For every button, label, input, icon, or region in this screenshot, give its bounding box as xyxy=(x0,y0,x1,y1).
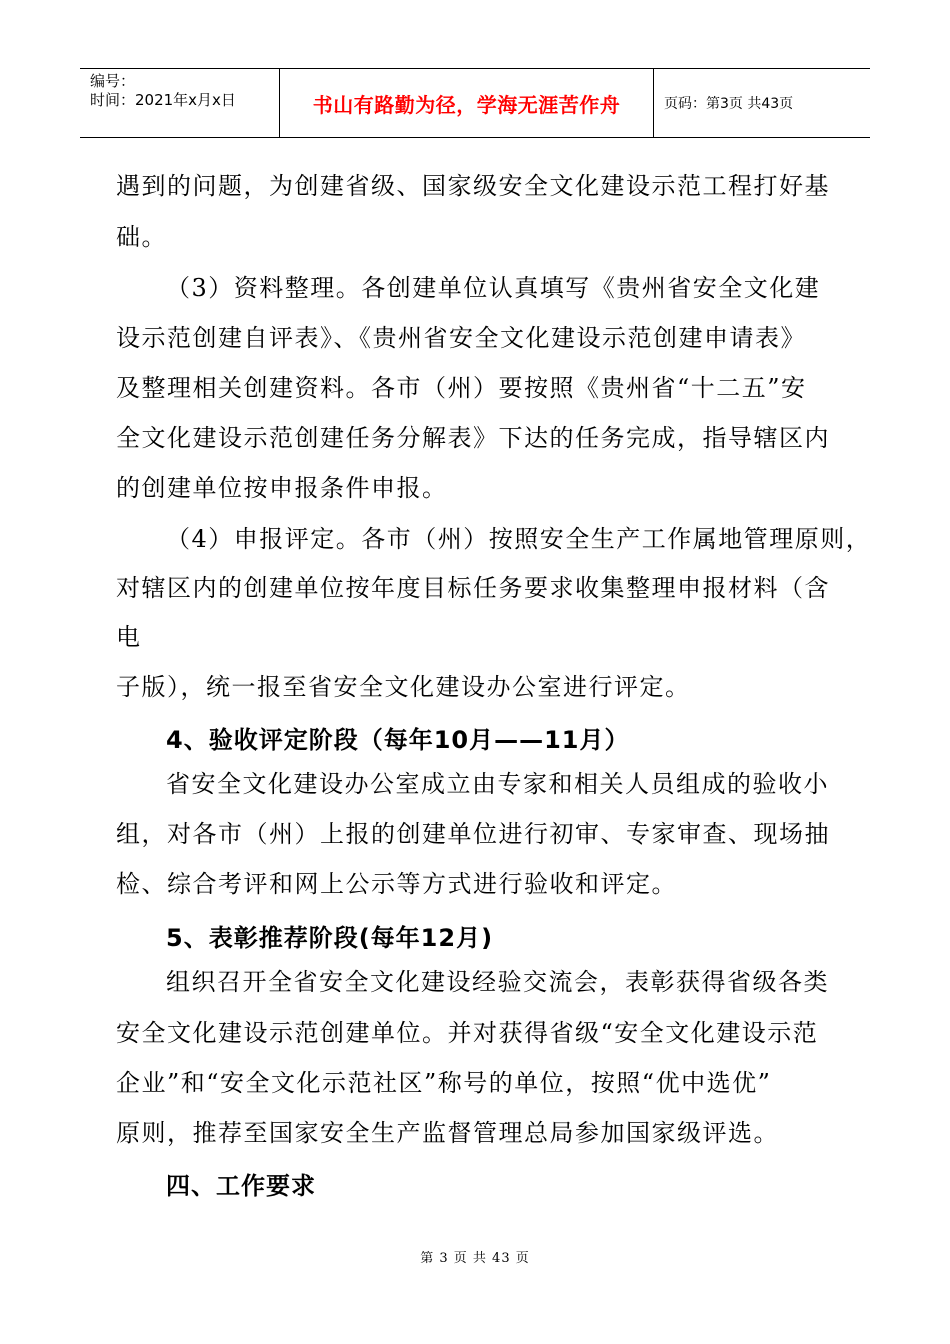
section-heading: 5、表彰推荐阶段(每年12月) xyxy=(166,924,494,952)
document-number-label: 编号： xyxy=(90,72,136,90)
body-line: 础。 xyxy=(116,223,167,251)
body-line: 子版），统一报至省安全文化建设办公室进行评定。 xyxy=(116,673,691,701)
body-line: 组，对各市（州）上报的创建单位进行初审、专家审查、现场抽 xyxy=(116,820,830,848)
body-line: 安全文化建设示范创建单位。并对获得省级“安全文化建设示范 xyxy=(116,1019,819,1047)
body-line: （3）资料整理。各创建单位认真填写《贵州省安全文化建 xyxy=(166,274,821,302)
page-header xyxy=(80,68,870,138)
body-line: 检、综合考评和网上公示等方式进行验收和评定。 xyxy=(116,870,677,898)
body-line: 原则，推荐至国家安全生产监督管理总局参加国家级评选。 xyxy=(116,1119,779,1147)
section-heading: 4、验收评定阶段（每年10月——11月） xyxy=(166,726,630,754)
body-line: 电 xyxy=(116,623,142,651)
header-page-info: 页码：第3页 共43页 xyxy=(664,96,794,112)
header-meta-cell xyxy=(80,69,280,137)
body-line: 企业”和“安全文化示范社区”称号的单位，按照“优中选优” xyxy=(116,1069,772,1097)
body-line: 全文化建设示范创建任务分解表》下达的任务完成，指导辖区内 xyxy=(116,424,830,452)
page-footer: 第 3 页 共 43 页 xyxy=(420,1251,530,1266)
section-heading: 四、工作要求 xyxy=(166,1172,316,1200)
body-line: 组织召开全省安全文化建设经验交流会，表彰获得省级各类 xyxy=(166,968,829,996)
header-motto: 书山有路勤为径，学海无涯苦作舟 xyxy=(312,92,621,117)
body-line: 设示范创建自评表》、《贵州省安全文化建设示范创建申请表》 xyxy=(116,324,806,352)
header-page-cell xyxy=(654,69,870,137)
body-line: 省安全文化建设办公室成立由专家和相关人员组成的验收小 xyxy=(166,770,829,798)
body-line: 遇到的问题，为创建省级、国家级安全文化建设示范工程打好基 xyxy=(116,172,830,200)
body-line: 对辖区内的创建单位按年度目标任务要求收集整理申报材料（含 xyxy=(116,574,830,602)
header-motto-cell xyxy=(280,69,654,137)
body-line: 的创建单位按申报条件申报。 xyxy=(116,474,448,502)
body-line: 及整理相关创建资料。各市（州）要按照《贵州省“十二五”安 xyxy=(116,374,807,402)
document-time-label: 时间：2021年x月x日 xyxy=(90,91,236,109)
body-line: （4）申报评定。各市（州）按照安全生产工作属地管理原则， xyxy=(166,525,872,553)
